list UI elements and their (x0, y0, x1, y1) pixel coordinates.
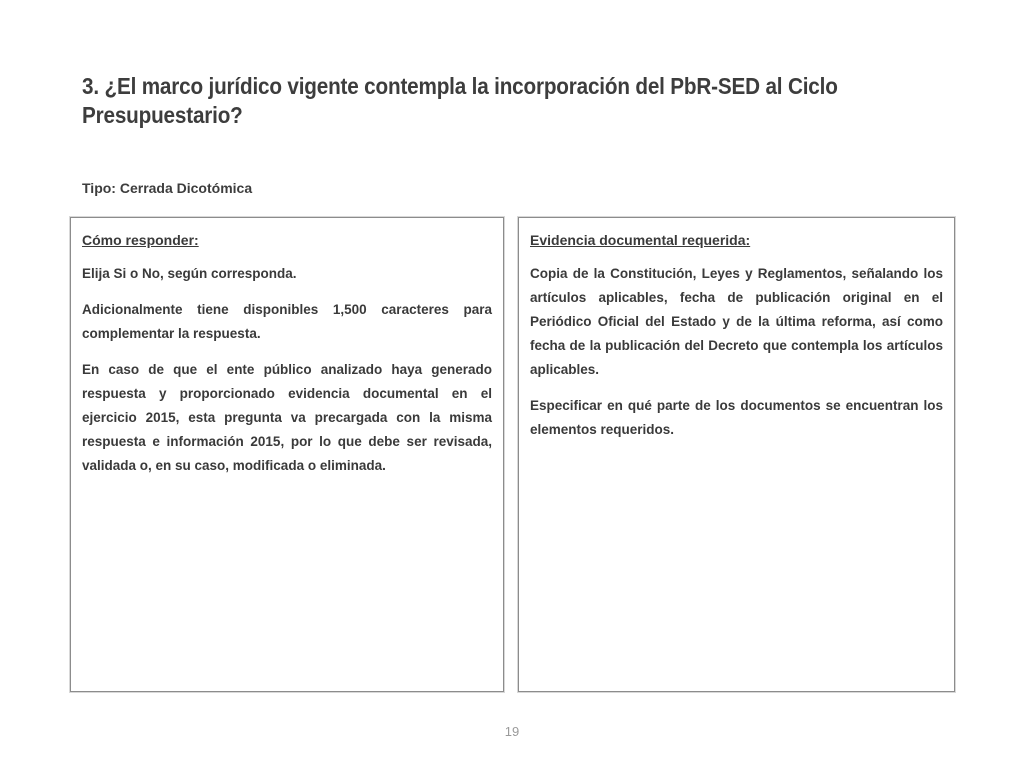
answer-instruction-preloaded: En caso de que el ente público analizado haya generado respuesta y proporcionado evidencia documental en el ejercicio 2015, esta pregunta va precargada con la misma respuesta e información 2015, por lo que debe ser revisada, validada o, en su caso, modificada o eliminada. (82, 362, 492, 473)
answer-instruction-characters: Adicionalmente tiene disponibles 1,500 caracteres para complementar la respuesta. (82, 302, 492, 341)
answer-instruction-yes-no: Elija Si o No, según corresponda. (82, 266, 297, 281)
page-number: 19 (504, 724, 520, 739)
required-evidence-heading: Evidencia documental requerida: (530, 232, 751, 248)
how-to-answer-heading: Cómo responder: (82, 232, 199, 248)
evidence-copy-of-laws: Copia de la Constitución, Leyes y Reglamentos, señalando los artículos aplicables, fecha de publicación original en el Periódico Oficial del Estado y de la última reforma, así como fecha de la publicación del Decreto que contempla los artículos aplicables. (530, 266, 943, 377)
required-evidence-panel (518, 217, 955, 692)
slide-title: 3. ¿El marco jurídico vigente contempla la incorporación del PbR-SED al Ciclo Presupuestario? (82, 73, 838, 128)
how-to-answer-panel (70, 217, 504, 692)
question-type-label: Tipo: Cerrada Dicotómica (82, 180, 253, 196)
evidence-specify-location: Especificar en qué parte de los documentos se encuentran los elementos requeridos. (530, 398, 943, 437)
